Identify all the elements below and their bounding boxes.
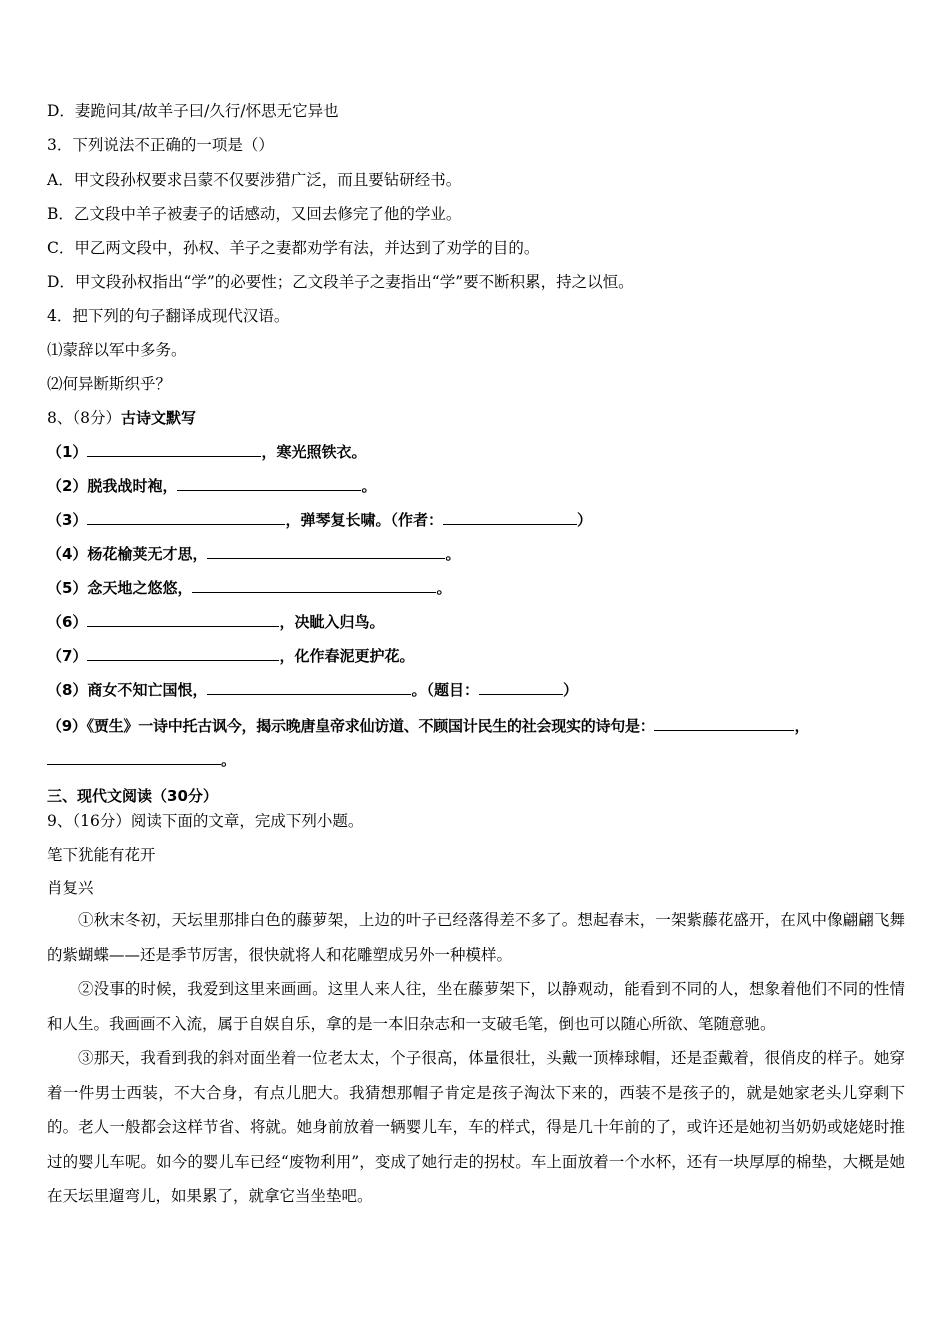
q8-item-5-end: 。: [436, 579, 452, 597]
q8-item-5-text: （5）念天地之悠悠，: [47, 579, 193, 597]
q8-item-7-prefix: （7）: [47, 647, 88, 665]
article-paragraph-1: ①秋末冬初，天坛里那排白色的藤萝架，上边的叶子已经落得差不多了。想起春末，一架紫藤花盛开，在风中像翩翩飞舞的紫蝴蝶——还是季节厉害，很快就将人和花雕塑成另外一种模样。: [47, 911, 905, 964]
q8-item-2-text: （2）脱我战时袍，: [47, 477, 178, 495]
answer-blank[interactable]: [207, 544, 445, 559]
q3-stem: 3．下列说法不正确的一项是（）: [47, 136, 274, 154]
q4-sentence-2: ⑵何异断斯织乎？: [47, 375, 172, 393]
answer-blank[interactable]: [87, 646, 279, 661]
q2-option-d: D．妻跪问其/故羊子曰/久行/怀思无它异也: [47, 102, 339, 120]
answer-blank[interactable]: [207, 680, 411, 695]
q8-item-3-text: ，弹琴复长啸。（作者：: [285, 511, 443, 529]
q8-item-8: [47, 680, 578, 700]
q3-option-b: B．乙文段中羊子被妻子的话感动，又回去修完了他的学业。: [47, 205, 462, 223]
q8-item-3: [47, 510, 592, 530]
section-3-heading: 三、现代文阅读（30分）: [47, 787, 218, 805]
q8-item-6-prefix: （6）: [47, 613, 88, 631]
q8-item-4-end: 。: [445, 545, 461, 563]
q8-title: 古诗文默写: [120, 409, 196, 427]
q8-item-8-mid: 。（题目：: [411, 681, 479, 699]
q8-item-1-text: ，寒光照铁衣。: [261, 443, 367, 461]
article-author: 肖复兴: [47, 879, 94, 897]
article-paragraph-3: ③那天，我看到我的斜对面坐着一位老太太，个子很高，体量很壮，头戴一顶棒球帽，还是歪戴着，很俏皮的样子。她穿着一件男士西装，不大合身，有点儿肥大。我猜想那帽子肯定是孩子淘汰下来的，西装不是孩子的，就是她家老头儿穿剩下的。老人一般都会这样节省、将就。她身前放着一辆婴儿车，车的样式，得是几十年前的了，或许还是她初当奶奶或姥姥时推过的婴儿车呢。如今的婴儿车已经“废物利用”，变成了她行走的拐杖。车上面放着一个水杯，还有一块厚厚的棉垫，大概是她在天坛里遛弯儿，如果累了，就拿它当坐垫吧。: [47, 1049, 905, 1206]
q8-item-7: [47, 646, 414, 666]
article-title: 笔下犹能有花开: [47, 846, 156, 864]
q8-item-3-prefix: （3）: [47, 511, 88, 529]
answer-blank[interactable]: [177, 476, 361, 491]
q8-item-9-cont: [47, 750, 236, 770]
q8-item-4-text: （4）杨花榆荚无才思，: [47, 545, 208, 563]
q3-option-c: C．甲乙两文段中，孙权、羊子之妻都劝学有法，并达到了劝学的目的。: [47, 239, 540, 257]
q4-stem: 4．把下列的句子翻译成现代汉语。: [47, 307, 290, 325]
q8-item-9-text: （9）《贾生》一诗中托古讽今，揭示晚唐皇帝求仙访道、不顾国计民生的社会现实的诗句是：: [47, 717, 655, 735]
q8-item-2-end: 。: [361, 477, 377, 495]
q8-item-3-end: ）: [576, 511, 592, 529]
answer-blank[interactable]: [87, 510, 285, 525]
title-blank[interactable]: [479, 680, 563, 695]
q8-item-6-text: ，决眦入归鸟。: [279, 613, 385, 631]
q8-number: 8、（8分）: [47, 409, 121, 427]
answer-blank[interactable]: [87, 612, 279, 627]
q8-item-6: [47, 612, 384, 632]
author-blank[interactable]: [443, 510, 577, 525]
q8-item-8-text: （8）商女不知亡国恨，: [47, 681, 208, 699]
q8-item-9-comma: ，: [794, 717, 810, 735]
q8-item-9-end: 。: [221, 751, 237, 769]
article-paragraph-2: ②没事的时候，我爱到这里来画画。这里人来人往，坐在藤萝架下，以静观动，能看到不同的人，想象着他们不同的性情和人生。我画画不入流，属于自娱自乐，拿的是一本旧杂志和一支破毛笔，倒也可以随心所欲、笔随意驰。: [47, 980, 905, 1033]
q8-item-5: [47, 578, 451, 598]
answer-blank[interactable]: [47, 750, 221, 765]
answer-blank[interactable]: [87, 442, 261, 457]
q3-option-d: D．甲文段孙权指出“学”的必要性；乙文段羊子之妻指出“学”要不断积累，持之以恒。: [47, 273, 634, 291]
q8-item-2: [47, 476, 376, 496]
q8-item-4: [47, 544, 460, 564]
q4-sentence-1: ⑴蒙辞以军中多务。: [47, 341, 187, 359]
q3-option-a: A．甲文段孙权要求吕蒙不仅要涉猎广泛，而且要钻研经书。: [47, 171, 462, 189]
q8-item-1: [47, 442, 366, 462]
q8-item-7-text: ，化作春泥更护花。: [279, 647, 415, 665]
q8-item-9: [47, 716, 809, 736]
q8-item-1-prefix: （1）: [47, 443, 88, 461]
q8-heading: [47, 408, 196, 428]
answer-blank[interactable]: [654, 716, 794, 731]
q9-stem: 9、（16分）阅读下面的文章，完成下列小题。: [47, 812, 364, 830]
answer-blank[interactable]: [192, 578, 436, 593]
q8-item-8-end: ）: [562, 681, 578, 699]
